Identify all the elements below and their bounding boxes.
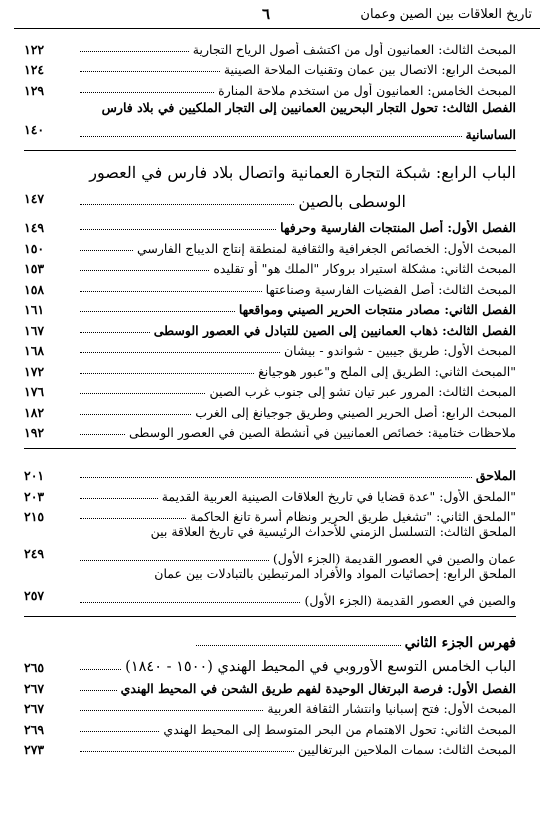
page-number: ٦ (262, 5, 271, 23)
dot-leader (80, 71, 220, 72)
dot-leader (80, 393, 205, 394)
toc-entry[interactable] (24, 737, 516, 758)
toc-entry-text: المبحث الرابع: أصل الحرير الصيني وطريق جوجيانغ إلى الغرب (195, 404, 516, 420)
toc-entry[interactable] (24, 297, 516, 318)
dot-leader (80, 270, 209, 271)
toc-entry-appendix-3[interactable] (24, 524, 516, 566)
toc-entry[interactable] (24, 420, 516, 441)
toc-entry[interactable] (24, 317, 516, 338)
toc-page-number: ١٩٢ (24, 425, 45, 440)
toc-entry[interactable] (24, 77, 516, 98)
dot-leader (80, 229, 276, 230)
dot-leader (80, 751, 294, 752)
toc-entry-text: الساسانية (465, 126, 516, 142)
toc-page-number: ١٤٧ (24, 190, 45, 206)
toc-entry-index-part-2[interactable] (24, 629, 516, 651)
toc-entry-text: الملحق الثالث: التسلسل الزمني للأحداث الرئيسية في تاريخ العلاقة بين (150, 524, 516, 539)
toc-entry-text: الفصل الثاني: مصادر منتجات الحرير الصيني ومواقعها (238, 302, 516, 317)
dot-leader (80, 51, 189, 52)
toc-entry-text: المبحث الثالث: العمانيون أول من اكتشف أصول الرياح التجارية (192, 41, 516, 57)
toc-page-number: ١٢٤ (24, 62, 45, 77)
toc-entry[interactable] (24, 256, 516, 277)
toc-entry-text: المبحث الثاني: تحول الاهتمام من البحر المتوسط إلى المحيط الهندي (163, 721, 516, 737)
toc-entry[interactable] (24, 696, 516, 717)
toc-entry[interactable] (24, 36, 516, 57)
toc-entry-text: ملاحظات ختامية: خصائص العمانيين في أنشطة الصين في العصور الوسطى (129, 425, 516, 440)
toc-entry-text: المبحث الرابع: الاتصال بين عمان وتقنيات الملاحة الصينية (223, 62, 516, 77)
toc-page-number: ١٤٩ (24, 220, 45, 235)
toc-page-number: ٢٥٧ (24, 588, 45, 603)
toc-page-number: ٢٠١ (24, 468, 45, 483)
toc-entry-text: الباب الرابع: شبكة التجارة العمانية واتصال بلاد فارس في العصور (89, 162, 516, 182)
toc-entry-appendix[interactable] (24, 461, 516, 483)
toc-page-number: ١٦٧ (24, 322, 45, 338)
dot-leader (196, 645, 401, 646)
toc-entry-part-4[interactable] (24, 163, 516, 211)
toc-page-number: ١٨٢ (24, 404, 45, 420)
toc-entry-text: الفصل الثالث: ذهاب العمانيين إلى الصين للتبادل في العصور الوسطى (153, 322, 516, 338)
toc-page-number: ١٦١ (24, 302, 45, 317)
dot-leader (80, 291, 262, 292)
toc-entry-text: المبحث الثالث: أصل الفضيات الفارسية وصناعتها (265, 281, 516, 297)
toc-entry-text: الملحق الأول: "عدة قضايا في تاريخ العلاقات الصينية العربية القديمة" (161, 488, 516, 504)
dot-leader (80, 710, 263, 711)
dot-leader (80, 477, 472, 478)
dot-leader (80, 731, 159, 732)
toc-page-number: ١٤٠ (24, 121, 45, 137)
dot-leader (80, 434, 125, 435)
toc-page-number: ١٢٢ (24, 41, 45, 57)
toc-entry-text: الفصل الثالث: تحول التجار البحريين العمانيين إلى التجار الملكيين في بلاد فارس (101, 99, 516, 115)
toc-page-number: ٢٠٣ (24, 488, 45, 504)
toc-entry-text: المبحث الأول: الخصائص الجغرافية والثقافية لمنطقة إنتاج الديباج الفارسي (136, 240, 516, 256)
toc-page-number: ١٢٩ (24, 82, 45, 98)
toc-entry[interactable] (24, 483, 516, 504)
dot-leader (80, 518, 186, 519)
toc-entry-appendix-4[interactable] (24, 566, 516, 608)
toc-entry-text: الفصل الأول: فرصة البرتغال الوحيدة لفهم طريق الشحن في المحيط الهندي (120, 680, 516, 696)
toc-entry[interactable] (24, 276, 516, 297)
toc-entry-text: الملحق الرابع: إحصائيات المواد والأفراد المرتبطين بالتبادلات بين عمان (154, 566, 516, 581)
toc-page-number: ٢١٥ (24, 509, 45, 524)
toc-entry-text: الملاحق (475, 468, 516, 483)
toc-entry-text: المبحث الثاني: مشكلة استيراد بروكار "الملك هو" أو تقليده (213, 261, 516, 276)
toc-page-number: ١٥٠ (24, 240, 45, 256)
toc-entry-text: المبحث الخامس: العمانيون أول من استخدم ملاحة المنارة (218, 82, 516, 98)
toc-entry[interactable] (24, 215, 516, 236)
toc-entry-text: الباب الخامس التوسع الأوروبي في المحيط الهندي (١٥٠٠ - ١٨٤٠) (125, 659, 516, 675)
toc-entry-text: عمان والصين في العصور القديمة (الجزء الأول) (272, 551, 516, 566)
dot-leader (80, 92, 214, 93)
toc-entry[interactable] (24, 338, 516, 359)
toc-page-number: ٢٦٧ (24, 680, 45, 696)
toc-entry-text: الوسطى بالصين (298, 191, 406, 211)
dot-leader (80, 332, 150, 333)
toc-page-number: ١٦٨ (24, 343, 45, 358)
toc-page-number: ١٥٣ (24, 261, 45, 276)
toc-entry[interactable] (24, 675, 516, 696)
dot-leader (80, 352, 280, 353)
toc-page-number: ٢٦٥ (24, 660, 45, 675)
toc-entry[interactable] (24, 379, 516, 400)
dot-leader (80, 669, 121, 670)
toc-entry-text: فهرس الجزء الثاني (404, 635, 516, 651)
toc-entry[interactable] (24, 716, 516, 737)
dot-leader (80, 690, 117, 691)
toc-entry-text: المبحث الأول: طريق جيبين - شواندو - بيشان (284, 343, 516, 358)
toc-entry[interactable] (24, 399, 516, 420)
toc-page-number: ٢٤٩ (24, 546, 45, 561)
toc-page-number: ١٥٨ (24, 281, 45, 297)
toc-entry-text: المبحث الأول: فتح إسبانيا وانتشار الثقافة العربية (267, 701, 516, 716)
toc-entry[interactable] (24, 504, 516, 525)
toc-entry-part-5[interactable] (24, 651, 516, 675)
toc-entry[interactable] (24, 57, 516, 78)
toc-page-number: ٢٧٣ (24, 742, 45, 757)
toc-entry-text: الملحق الثاني: "تشغيل طريق الحرير ونظام أسرة تانغ الحاكمة" (190, 509, 516, 524)
dot-leader (80, 373, 254, 374)
toc-entry-text: والصين في العصور القديمة (الجزء الأول) (304, 593, 516, 608)
toc-entry[interactable] (24, 358, 516, 379)
toc-page-number: ١٧٦ (24, 384, 45, 399)
book-title: تاريخ العلاقات بين الصين وعمان (360, 7, 532, 22)
toc-entry-text: الفصل الأول: أصل المنتجات الفارسية وحرفها (280, 220, 516, 235)
table-of-contents (24, 36, 516, 757)
toc-page-number: ١٧٢ (24, 363, 45, 379)
dot-leader (80, 414, 191, 415)
toc-entry-text: المبحث الثالث: سمات الملاحين البرتغاليين (297, 742, 516, 757)
toc-entry-chapter-3[interactable] (24, 100, 516, 142)
toc-page-number: ٢٦٩ (24, 721, 45, 737)
toc-entry-text: المبحث الثاني: الطريق إلى الملح و"عبور هوجيانغ" (258, 363, 516, 379)
page-header (14, 4, 540, 29)
dot-leader (80, 311, 235, 312)
toc-entry-text: المبحث الثالث: المرور عبر تيان تشو إلى جنوب غرب الصين (209, 384, 516, 399)
toc-page-number: ٢٦٧ (24, 701, 45, 716)
toc-entry[interactable] (24, 235, 516, 256)
dot-leader (80, 498, 158, 499)
dot-leader (80, 250, 133, 251)
